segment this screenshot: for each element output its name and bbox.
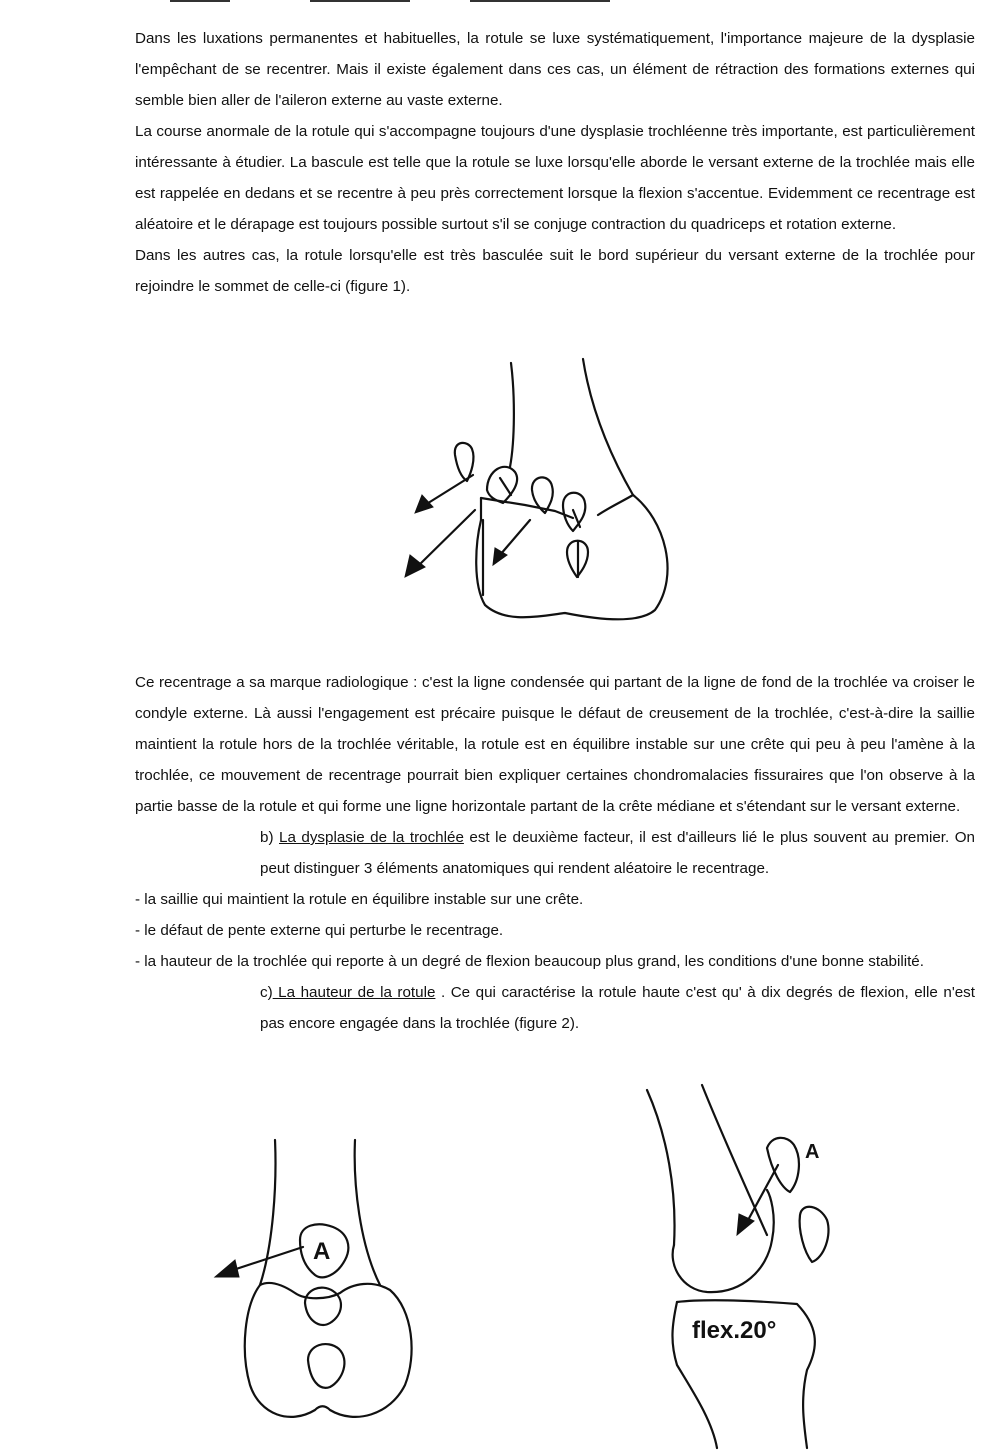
arrow-head (215, 1260, 239, 1277)
arrow-3-shaft (500, 520, 530, 555)
condyles-outline (245, 1283, 412, 1417)
femur-shaft-right (583, 359, 633, 495)
flexion-label: flex.20° (692, 1317, 777, 1344)
top-text (135, 23, 975, 302)
top-scan-marks (170, 0, 620, 4)
section-b-title: La dysplasie de la trochlée (279, 829, 464, 846)
patella-side-label-a: A (805, 1141, 820, 1163)
patella-side-lower (800, 1207, 829, 1262)
figure-2-front-diagram (205, 1135, 440, 1450)
list-item-2: - le défaut de pente externe qui perturbe le recentrage. (135, 922, 504, 939)
femoral-condyle (673, 1190, 774, 1292)
section-b-text: est le deuxième facteur, il est d'ailleurs lié le plus souvent au premier. On peut distinguer 3 éléments anatomiques qui rendent aléatoire le recentrage. (260, 829, 975, 877)
arrow-1-shaft (425, 475, 473, 505)
section-b-marker: b) (260, 829, 279, 846)
section-c-text: . Ce qui caractérise la rotule haute c'est qu' à dix degrés de flexion, elle n'est pas encore engagée dans la trochlée (figure 2). (260, 984, 975, 1032)
section-c (135, 977, 975, 1039)
list-item-1: - la saillie qui maintient la rotule en équilibre instable sur une crête. (135, 891, 584, 908)
femur-shaft-left (510, 363, 514, 467)
arrow-2-head (405, 555, 425, 577)
paragraph-course-anormale: La course anormale de la rotule qui s'accompagne toujours d'une dysplasie trochléenne très importante, est particulièrement intéressante à étudier. La bascule est telle que la rotule se luxe lorsqu'elle aborde le versant externe de la trochlée mais elle est rappelée en dedans et se recentre à peu près correctement lorsque la flexion s'accentue. Evidemment ce recentrage est aléatoire et le dérapage est toujours possible surtout s'il se conjuge contraction du quadriceps et rotation externe. (135, 123, 975, 233)
paragraph-luxations: Dans les luxations permanentes et habituelles, la rotule se luxe systématiquement, l'importance majeure de la dysplasie l'empêchant de se recentrer. Mais il existe également dans ces cas, un élément de rétraction des formations externes qui semble bien aller de l'aileron externe au vaste externe. (135, 30, 975, 109)
patella-middle (305, 1288, 341, 1325)
arrow-2-shaft (417, 510, 475, 567)
patella-2 (487, 467, 517, 503)
figure-1-diagram (395, 355, 685, 635)
middle-text (135, 667, 975, 1039)
section-c-marker: c) (260, 984, 273, 1001)
arrow-head (737, 1214, 754, 1235)
list-item-3: - la hauteur de la trochlée qui reporte à un degré de flexion beaucoup plus grand, les conditions d'une bonne stabilité. (135, 953, 924, 970)
figure-2-side-diagram (632, 1080, 872, 1450)
condyle-outline (476, 495, 667, 619)
femur-shaft-right (355, 1140, 380, 1285)
patella-side-upper (767, 1138, 799, 1192)
femur-shaft-front (647, 1090, 675, 1245)
arrow-1-head (415, 495, 433, 513)
femur-shaft-back (702, 1085, 767, 1235)
trochlea-upper-line (481, 498, 573, 518)
paragraph-recentrage: Ce recentrage a sa marque radiologique : c'est la ligne condensée qui partant de la ligne de fond de la trochlée va croiser le condyle externe. Là aussi l'engagement est précaire puisque le défaut de creusement de la trochlée, c'est-à-dire la saillie maintient la rotule hors de la trochlée véritable, la rotule est en équilibre instable sur une crête qui peu à peu l'amène à la trochlée, ce mouvement de recentrage pourrait bien expliquer certaines chondromalacies fissuraires que l'on observe à la partie basse de la rotule et qui forme une ligne horizontale partant de la crête médiane et s'étendant sur le versant externe. (135, 674, 975, 815)
section-c-title: La hauteur de la rotule (272, 984, 436, 1001)
patella-4-axis (573, 510, 580, 527)
patella-2-axis (500, 478, 511, 495)
section-b (135, 822, 975, 884)
patella-lower (308, 1344, 344, 1388)
condyle-separation (598, 495, 633, 515)
femur-shaft-left (260, 1140, 275, 1285)
paragraph-autres-cas: Dans les autres cas, la rotule lorsqu'elle est très basculée suit le bord supérieur du versant externe de la trochlée pour rejoindre le sommet de celle-ci (figure 1). (135, 247, 975, 295)
patella-label-a: A (313, 1238, 331, 1265)
